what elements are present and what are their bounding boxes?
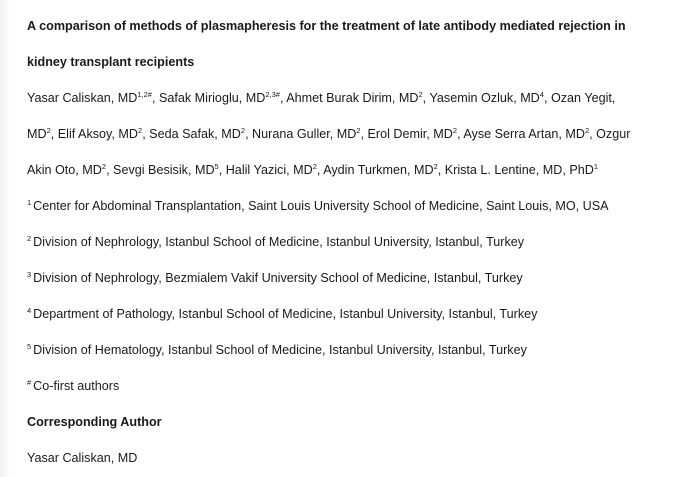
author-name: , Ozgur <box>589 127 631 141</box>
affiliation-superscript: 2 <box>312 162 317 171</box>
affiliation-text: Division of Nephrology, Istanbul School of Medicine, Istanbul University, Istanbul, Turkey <box>33 235 525 249</box>
author-name: , Ahmet Burak Dirim, MD <box>279 91 419 105</box>
author-name: , Safak Mirioglu, MD <box>151 91 266 105</box>
affiliation-line <box>27 296 667 332</box>
affiliation-text: Division of Hematology, Istanbul School of Medicine, Istanbul University, Istanbul, Turkey <box>33 343 527 357</box>
affiliation-superscript: 2 <box>138 126 143 135</box>
manuscript-front-matter <box>27 8 667 476</box>
affiliation-superscript: 2 <box>433 162 438 171</box>
corresponding-author-name: Yasar Caliskan, MD <box>27 451 138 465</box>
author-name: , Elif Aksoy, MD <box>50 127 139 141</box>
author-name: , Yasemin Ozluk, MD <box>422 91 540 105</box>
affiliation-superscript: 1 <box>593 162 598 171</box>
author-name: MD <box>27 127 47 141</box>
title-line-1: A comparison of methods of plasmapheresis for the treatment of late antibody mediated rejection in <box>27 19 626 33</box>
author-line <box>27 80 667 116</box>
author-name: , Ozan Yegit, <box>543 91 616 105</box>
affiliation-superscript: 2 <box>418 90 423 99</box>
page-edge-shadow <box>0 0 10 477</box>
author-line <box>27 152 667 188</box>
affiliation-superscript: 5 <box>214 162 219 171</box>
affiliation-superscript: 2 <box>584 126 590 135</box>
affiliation-superscript: 1,2# <box>137 90 152 99</box>
affiliation-text: Center for Abdominal Transplantation, Saint Louis University School of Medicine, Saint Louis, MO, USA <box>33 199 609 213</box>
affiliation-marker: # <box>27 378 32 387</box>
affiliation-line <box>27 188 667 224</box>
affiliation-line <box>27 224 667 260</box>
affiliation-line <box>27 260 667 296</box>
affiliation-superscript: 2,3# <box>265 90 280 99</box>
affiliation-superscript: 2 <box>46 126 51 135</box>
corresponding-author-heading: Corresponding Author <box>27 415 162 429</box>
affiliation-marker: 4 <box>27 306 32 315</box>
author-name: , Sevgi Besisik, MD <box>106 163 215 177</box>
author-name: , Halil Yazici, MD <box>218 163 313 177</box>
affiliation-marker: 1 <box>27 198 32 207</box>
author-name: , Erol Demir, MD <box>360 127 453 141</box>
affiliation-superscript: 2 <box>101 162 107 171</box>
author-name: , Krista L. Lentine, MD, PhD <box>437 163 594 177</box>
affiliation-list <box>27 188 667 404</box>
affiliation-line <box>27 368 667 404</box>
affiliation-text: Co-first authors <box>33 379 120 393</box>
title-line-2: kidney transplant recipients <box>27 55 195 69</box>
affiliation-marker: 2 <box>27 234 32 243</box>
affiliation-superscript: 4 <box>539 90 544 99</box>
author-name: Yasar Caliskan, MD <box>27 91 138 105</box>
author-line <box>27 116 667 152</box>
author-name: Akin Oto, MD <box>27 163 102 177</box>
author-list <box>27 80 667 188</box>
affiliation-marker: 5 <box>27 342 32 351</box>
affiliation-line <box>27 332 667 368</box>
affiliation-superscript: 2 <box>356 126 361 135</box>
author-name: , Nurana Guller, MD <box>245 127 357 141</box>
affiliation-superscript: 2 <box>240 126 246 135</box>
affiliation-text: Division of Nephrology, Bezmialem Vakif University School of Medicine, Istanbul, Turkey <box>33 271 523 285</box>
author-name: , Ayse Serra Artan, MD <box>457 127 585 141</box>
affiliation-superscript: 2 <box>452 126 458 135</box>
affiliation-text: Department of Pathology, Istanbul School of Medicine, Istanbul University, Istanbul, Turkey <box>33 307 538 321</box>
author-name: , Aydin Turkmen, MD <box>316 163 434 177</box>
author-name: , Seda Safak, MD <box>142 127 241 141</box>
affiliation-marker: 3 <box>27 270 32 279</box>
